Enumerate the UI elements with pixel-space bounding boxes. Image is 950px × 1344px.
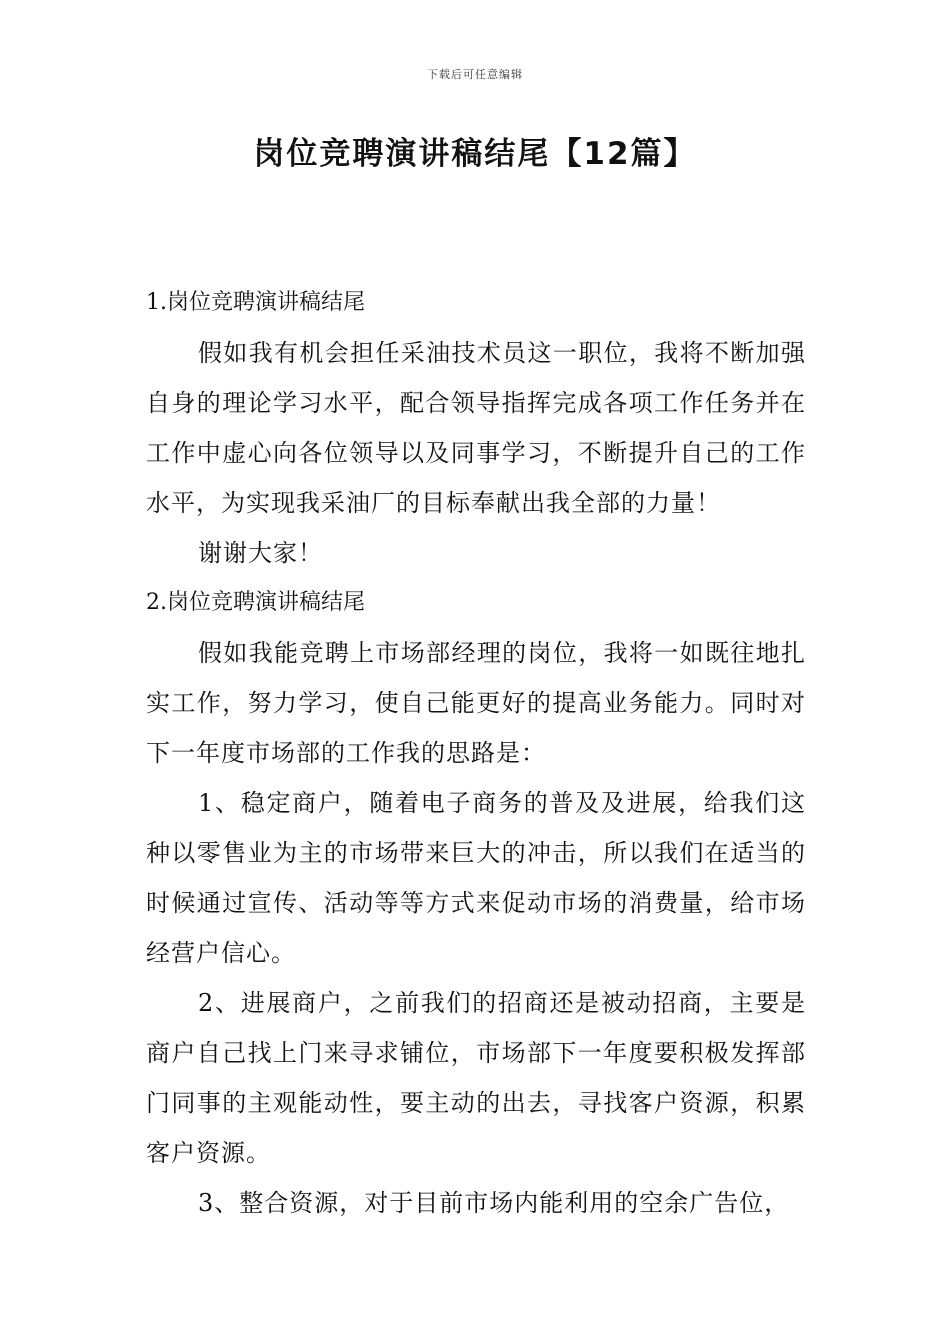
document-body: [146, 278, 806, 1228]
header-note: 下载后可任意编辑: [427, 68, 523, 81]
section-heading: 1.岗位竞聘演讲稿结尾: [146, 290, 365, 315]
paragraph: 假如我能竞聘上市场部经理的岗位，我将一如既往地扎实工作，努力学习，使自己能更好的提高业务能力。同时对下一年度市场部的工作我的思路是：: [146, 639, 806, 767]
document-title: 岗位竞聘演讲稿结尾【12篇】: [253, 136, 697, 172]
paragraph: 3、整合资源，对于目前市场内能利用的空余广告位，: [198, 1189, 790, 1217]
section-1: [146, 278, 806, 578]
section-heading: 2.岗位竞聘演讲稿结尾: [146, 590, 365, 615]
section-2: [146, 578, 806, 1228]
paragraph: 谢谢大家！: [198, 539, 323, 567]
paragraph: 假如我有机会担任采油技术员这一职位，我将不断加强自身的理论学习水平，配合领导指挥完成各项工作任务并在工作中虚心向各位领导以及同事学习，不断提升自己的工作水平，为实现我采油厂的目标奉献出我全部的力量！: [146, 339, 806, 517]
paragraph: 1、稳定商户，随着电子商务的普及及进展，给我们这种以零售业为主的市场带来巨大的冲击，所以我们在适当的时候通过宣传、活动等等方式来促动市场的消费量，给市场经营户信心。: [146, 789, 806, 967]
paragraph: 2、进展商户，之前我们的招商还是被动招商，主要是商户自己找上门来寻求铺位，市场部下一年度要积极发挥部门同事的主观能动性，要主动的出去，寻找客户资源，积累客户资源。: [146, 989, 806, 1167]
